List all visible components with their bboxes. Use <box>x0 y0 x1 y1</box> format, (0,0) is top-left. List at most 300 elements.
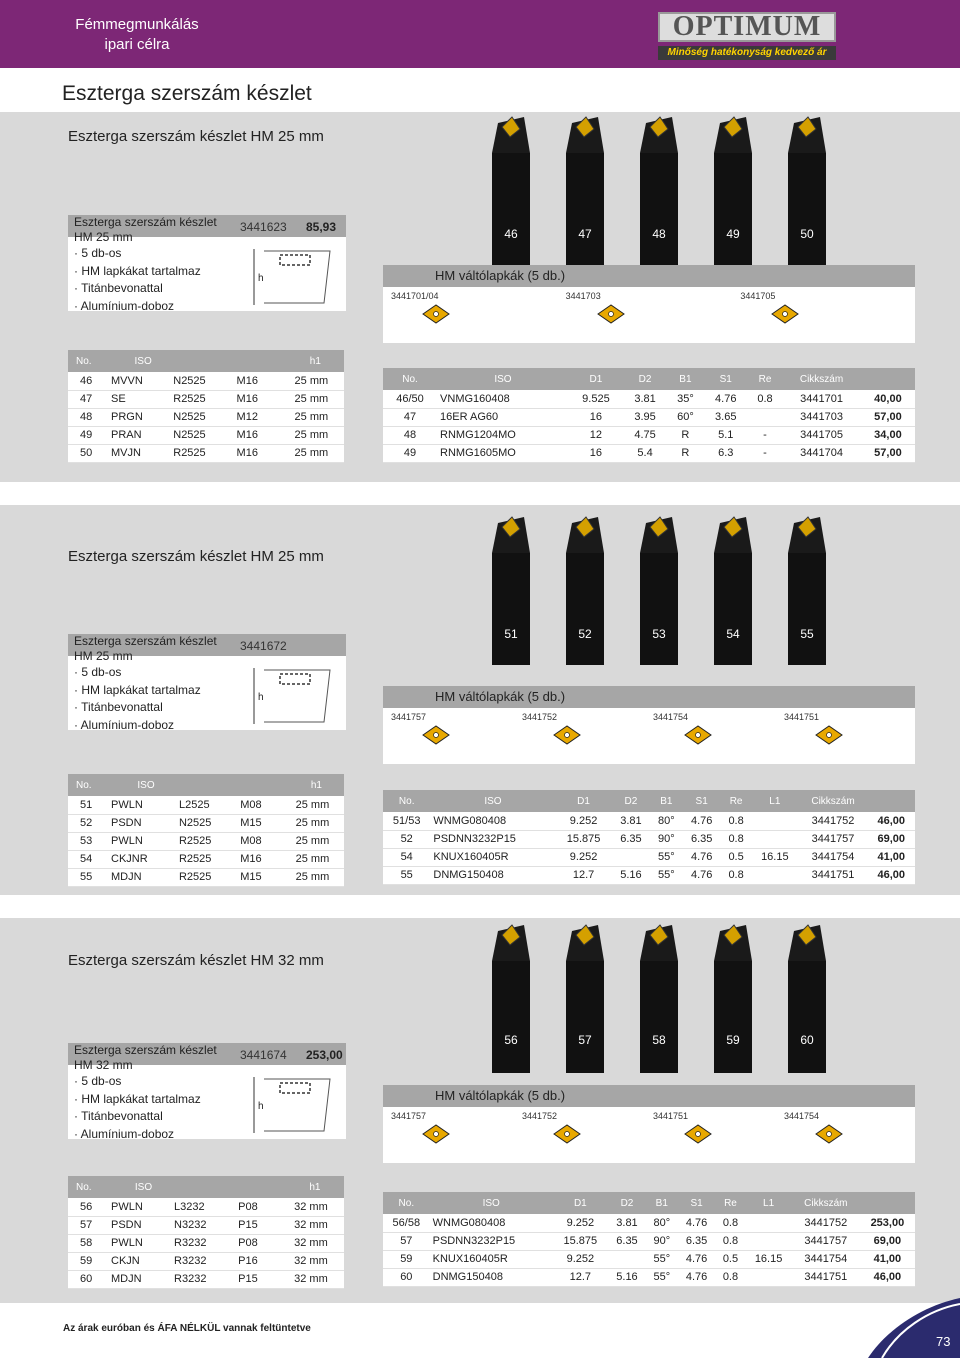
table-cell: 56 <box>68 1198 108 1216</box>
table-cell: 51 <box>68 796 108 814</box>
table-cell <box>745 1268 792 1286</box>
table-cell: N2525 <box>170 372 233 390</box>
table-cell: 47 <box>383 408 437 426</box>
table-cell: P08 <box>235 1198 278 1216</box>
table-row <box>383 830 915 848</box>
table-cell: 60 <box>68 1270 108 1288</box>
table-cell: 3441752 <box>792 1214 860 1232</box>
table-cell: 46/50 <box>383 390 437 408</box>
inserts-panel <box>383 686 915 764</box>
table-cell: N2525 <box>176 814 237 832</box>
table-header: ISO <box>108 1176 171 1198</box>
table-header: No. <box>68 350 108 372</box>
set-code: 3441672 <box>240 639 287 653</box>
table-cell: 80° <box>650 812 682 830</box>
table-header: Re <box>721 790 751 812</box>
table-row <box>383 1214 915 1232</box>
table-header: No. <box>383 1192 430 1214</box>
table-cell: 57,00 <box>861 408 915 426</box>
table-cell <box>751 830 798 848</box>
table-header: No. <box>383 368 437 390</box>
table-cell: PSDN <box>108 1216 171 1234</box>
tool-number: 55 <box>800 627 814 641</box>
table-header: B1 <box>646 1192 677 1214</box>
tool-holder <box>710 923 756 1073</box>
optimum-logo <box>658 12 836 62</box>
set-features <box>74 1073 201 1143</box>
tool-holder <box>562 115 608 265</box>
table-cell: 9.252 <box>553 1214 608 1232</box>
tool-number: 59 <box>726 1033 740 1047</box>
table-cell: 4.76 <box>678 1214 716 1232</box>
table-cell: MDJN <box>108 868 176 886</box>
table-cell: P15 <box>235 1216 278 1234</box>
table-row <box>68 868 344 886</box>
tool-holders <box>460 923 820 1073</box>
table-cell: 25 mm <box>281 850 344 868</box>
insert-drawing <box>596 303 626 330</box>
table-cell: 25 mm <box>281 814 344 832</box>
table-cell: R2525 <box>176 832 237 850</box>
table-row <box>68 814 344 832</box>
insert-code: 3441701/04 <box>391 291 439 301</box>
table-cell: 9.525 <box>569 390 623 408</box>
table-header: No. <box>68 1176 108 1198</box>
set-name: Eszterga szerszám készlet HM 32 mm <box>74 1043 217 1072</box>
table-cell: 3441752 <box>799 812 868 830</box>
table-cell: 4.76 <box>704 390 748 408</box>
table-cell: 25 mm <box>281 868 344 886</box>
set-feature: · HM lapkákat tartalmaz <box>74 263 201 281</box>
inserts-table <box>383 790 915 885</box>
insert-code: 3441705 <box>740 291 776 301</box>
table-cell: 3441754 <box>799 848 868 866</box>
tool-number: 46 <box>504 227 518 241</box>
table-row <box>383 390 915 408</box>
table-cell: PSDNN3232P15 <box>430 1232 553 1250</box>
table-cell: 41,00 <box>860 1250 915 1268</box>
table-header: B1 <box>650 790 682 812</box>
table-cell: 0.5 <box>716 1250 746 1268</box>
table-cell <box>745 1232 792 1250</box>
table-header: S1 <box>678 1192 716 1214</box>
table-cell: 41,00 <box>868 848 915 866</box>
table-cell: 32 mm <box>278 1234 344 1252</box>
table-cell: 25 mm <box>279 372 344 390</box>
table-header: h1 <box>278 1176 344 1198</box>
table-row <box>68 1216 344 1234</box>
table-cell: 46 <box>68 372 108 390</box>
diagram-h-label: h <box>258 692 264 703</box>
table-cell: P16 <box>235 1252 278 1270</box>
inserts-panel <box>383 265 915 343</box>
set-price: 253,00 <box>306 1048 343 1062</box>
page-header <box>0 0 960 68</box>
table-cell: 6.35 <box>682 830 721 848</box>
table-header: D2 <box>623 368 667 390</box>
tool-number: 52 <box>578 627 592 641</box>
table-header: Cikkszám <box>782 368 861 390</box>
table-cell: CKJNR <box>108 850 176 868</box>
set-feature: · Alumínium-doboz <box>74 298 201 316</box>
table-cell: 54 <box>383 848 430 866</box>
table-cell: R2525 <box>170 444 233 462</box>
table-cell: N2525 <box>170 426 233 444</box>
table-cell: SE <box>108 390 170 408</box>
diagram-h-label: h <box>258 273 264 284</box>
table-cell: 57 <box>68 1216 108 1234</box>
set-feature: · 5 db-os <box>74 245 201 263</box>
table-cell: R2525 <box>176 868 237 886</box>
table-cell: MVVN <box>108 372 170 390</box>
table-cell: 55 <box>68 868 108 886</box>
table-header: L1 <box>751 790 798 812</box>
table-cell: 50 <box>68 444 108 462</box>
table-cell: 4.76 <box>682 812 721 830</box>
insert-drawing <box>421 1123 451 1150</box>
set-card <box>68 215 346 311</box>
table-cell: 48 <box>383 426 437 444</box>
table-cell: 5.1 <box>704 426 748 444</box>
set-feature: · Titánbevonattal <box>74 699 201 717</box>
table-header: Re <box>748 368 782 390</box>
table-cell: M16 <box>234 372 279 390</box>
table-cell: 0.8 <box>721 812 751 830</box>
table-cell: 16 <box>569 408 623 426</box>
table-cell: 46,00 <box>860 1268 915 1286</box>
table-cell: DNMG150408 <box>430 1268 553 1286</box>
table-cell: MDJN <box>108 1270 171 1288</box>
tool-holder-table <box>68 350 344 463</box>
insert-code: 3441757 <box>391 1111 427 1121</box>
table-header <box>861 368 915 390</box>
table-header: Cikkszám <box>792 1192 860 1214</box>
insert-code: 3441703 <box>565 291 601 301</box>
table-cell: 40,00 <box>861 390 915 408</box>
insert-code: 3441754 <box>653 712 689 722</box>
table-row <box>383 848 915 866</box>
table-cell: R3232 <box>171 1234 235 1252</box>
tool-holder <box>636 115 682 265</box>
table-cell: 5.16 <box>612 866 651 884</box>
set-code: 3441674 <box>240 1048 287 1062</box>
table-row <box>383 426 915 444</box>
set-card <box>68 1043 346 1139</box>
section-title: Eszterga szerszám készlet HM 25 mm <box>68 548 324 565</box>
category-label: Fémmegmunkálás ipari célra <box>75 16 199 53</box>
set-feature: · HM lapkákat tartalmaz <box>74 682 201 700</box>
table-cell: 60 <box>383 1268 430 1286</box>
table-cell: 0.8 <box>716 1214 746 1232</box>
table-cell: 56/58 <box>383 1214 430 1232</box>
table-cell: 9.252 <box>553 1250 608 1268</box>
table-cell: 53 <box>68 832 108 850</box>
table-header <box>868 790 915 812</box>
tool-number: 53 <box>652 627 666 641</box>
table-header <box>237 774 281 796</box>
table-cell: 46,00 <box>868 866 915 884</box>
table-cell: L2525 <box>176 796 237 814</box>
table-header: D1 <box>556 790 612 812</box>
table-cell: DNMG150408 <box>430 866 555 884</box>
tool-holder <box>488 515 534 665</box>
table-row <box>68 1270 344 1288</box>
table-cell: R <box>667 444 703 462</box>
table-cell: R3232 <box>171 1270 235 1288</box>
table-header: No. <box>68 774 108 796</box>
insert-drawing <box>814 1123 844 1150</box>
table-cell: 3441757 <box>792 1232 860 1250</box>
table-header: ISO <box>430 1192 553 1214</box>
table-row <box>383 1250 915 1268</box>
table-cell: 25 mm <box>281 796 344 814</box>
table-cell: M16 <box>234 426 279 444</box>
table-row <box>68 372 344 390</box>
tool-holders <box>460 515 820 665</box>
tool-holder-table <box>68 774 344 887</box>
tool-holder <box>784 923 830 1073</box>
table-cell: 49 <box>68 426 108 444</box>
table-cell: 0.8 <box>716 1268 746 1286</box>
table-cell: 0.8 <box>748 390 782 408</box>
table-row <box>383 866 915 884</box>
table-header <box>171 1176 235 1198</box>
table-cell: 90° <box>650 830 682 848</box>
table-cell: PRAN <box>108 426 170 444</box>
table-cell: M16 <box>237 850 281 868</box>
table-cell: 32 mm <box>278 1252 344 1270</box>
table-row <box>68 1234 344 1252</box>
tool-number: 57 <box>578 1033 592 1047</box>
table-cell: 25 mm <box>279 390 344 408</box>
table-row <box>68 832 344 850</box>
section-title: Eszterga szerszám készlet HM 25 mm <box>68 128 324 145</box>
table-header: S1 <box>682 790 721 812</box>
page-number: 73 <box>936 1334 951 1349</box>
table-row <box>383 444 915 462</box>
table-cell: 6.3 <box>704 444 748 462</box>
table-cell: 52 <box>383 830 430 848</box>
table-row <box>68 1252 344 1270</box>
table-cell: 15.875 <box>553 1232 608 1250</box>
inserts-title: HM váltólapkák (5 db.) <box>435 689 566 704</box>
table-cell: N2525 <box>170 408 233 426</box>
table-cell: 60° <box>667 408 703 426</box>
table-cell: 57 <box>383 1232 430 1250</box>
tool-holder <box>636 515 682 665</box>
set-name: Eszterga szerszám készlet HM 25 mm <box>74 215 217 244</box>
tool-holders <box>460 115 820 265</box>
table-cell: 34,00 <box>861 426 915 444</box>
table-cell: 9.252 <box>556 812 612 830</box>
table-cell: 80° <box>646 1214 677 1232</box>
table-header: D2 <box>608 1192 646 1214</box>
tool-holder <box>636 923 682 1073</box>
table-cell: KNUX160405R <box>430 1250 553 1268</box>
table-cell: M16 <box>234 390 279 408</box>
table-cell: N3232 <box>171 1216 235 1234</box>
table-cell: WNMG080408 <box>430 812 555 830</box>
tool-holder <box>562 515 608 665</box>
table-cell <box>748 408 782 426</box>
table-cell: 48 <box>68 408 108 426</box>
table-cell: 15.875 <box>556 830 612 848</box>
tool-number: 54 <box>726 627 740 641</box>
tool-holder-table <box>68 1176 344 1289</box>
table-header: Cikkszám <box>799 790 868 812</box>
tool-holder <box>488 923 534 1073</box>
table-cell: M08 <box>237 796 281 814</box>
table-cell: 25 mm <box>279 426 344 444</box>
table-row <box>68 850 344 868</box>
insert-code: 3441752 <box>522 712 558 722</box>
table-header: h1 <box>279 350 344 372</box>
insert-drawing <box>421 303 451 330</box>
table-cell: PWLN <box>108 832 176 850</box>
table-header <box>860 1192 915 1214</box>
table-row <box>68 1198 344 1216</box>
inserts-title: HM váltólapkák (5 db.) <box>435 268 566 283</box>
table-cell: CKJN <box>108 1252 171 1270</box>
table-cell: 12.7 <box>553 1268 608 1286</box>
table-cell: 16 <box>569 444 623 462</box>
table-cell: 4.76 <box>678 1268 716 1286</box>
table-cell: 5.4 <box>623 444 667 462</box>
inserts-title: HM váltólapkák (5 db.) <box>435 1088 566 1103</box>
table-cell: 3441757 <box>799 830 868 848</box>
table-header: ISO <box>108 774 176 796</box>
tool-number: 50 <box>800 227 814 241</box>
set-feature: · Alumínium-doboz <box>74 717 201 735</box>
table-cell: 0.8 <box>721 866 751 884</box>
table-cell: 58 <box>68 1234 108 1252</box>
table-row <box>383 812 915 830</box>
table-cell: 3441754 <box>792 1250 860 1268</box>
table-cell: 6.35 <box>608 1232 646 1250</box>
set-code: 3441623 <box>240 220 287 234</box>
insert-drawing <box>552 724 582 751</box>
table-header <box>176 774 237 796</box>
set-feature: · 5 db-os <box>74 1073 201 1091</box>
table-cell: 90° <box>646 1232 677 1250</box>
table-cell: 253,00 <box>860 1214 915 1232</box>
table-cell: PWLN <box>108 1198 171 1216</box>
table-header <box>235 1176 278 1198</box>
logo-tagline: Minőség hatékonyság kedvező ár <box>658 46 836 60</box>
table-cell: R2525 <box>170 390 233 408</box>
table-cell: 5.16 <box>608 1268 646 1286</box>
table-cell: R3232 <box>171 1252 235 1270</box>
table-cell: 16ER AG60 <box>437 408 569 426</box>
table-cell: 25 mm <box>279 408 344 426</box>
tool-number: 49 <box>726 227 740 241</box>
table-cell: 3.65 <box>704 408 748 426</box>
insert-drawing <box>683 724 713 751</box>
table-cell: P15 <box>235 1270 278 1288</box>
table-cell: 55° <box>650 866 682 884</box>
table-cell: 0.8 <box>716 1232 746 1250</box>
table-header <box>234 350 279 372</box>
tool-number: 47 <box>578 227 592 241</box>
table-cell: 3441751 <box>799 866 868 884</box>
insert-code: 3441751 <box>784 712 820 722</box>
table-cell: 12 <box>569 426 623 444</box>
table-row <box>383 1268 915 1286</box>
table-cell: 32 mm <box>278 1198 344 1216</box>
table-cell: M12 <box>234 408 279 426</box>
table-header: D1 <box>569 368 623 390</box>
table-cell: 69,00 <box>860 1232 915 1250</box>
logo-wordmark: OPTIMUM <box>658 12 836 42</box>
insert-code: 3441754 <box>784 1111 820 1121</box>
table-header: D1 <box>553 1192 608 1214</box>
insert-drawing <box>814 724 844 751</box>
table-cell: 46,00 <box>868 812 915 830</box>
table-cell: - <box>748 426 782 444</box>
table-cell: RNMG1605MO <box>437 444 569 462</box>
table-cell: M15 <box>237 868 281 886</box>
table-row <box>68 408 344 426</box>
set-feature: · Alumínium-doboz <box>74 1126 201 1144</box>
table-cell: 55° <box>650 848 682 866</box>
table-cell <box>745 1214 792 1232</box>
insert-code: 3441751 <box>653 1111 689 1121</box>
table-cell: - <box>748 444 782 462</box>
table-cell: 3441705 <box>782 426 861 444</box>
table-header: ISO <box>108 350 170 372</box>
table-cell: 69,00 <box>868 830 915 848</box>
table-cell: PRGN <box>108 408 170 426</box>
table-cell: P08 <box>235 1234 278 1252</box>
set-name: Eszterga szerszám készlet HM 25 mm <box>74 634 217 663</box>
table-cell: 25 mm <box>281 832 344 850</box>
set-features <box>74 245 201 315</box>
inserts-table <box>383 368 915 463</box>
tool-number: 48 <box>652 227 666 241</box>
inserts-panel <box>383 1085 915 1163</box>
table-cell: M08 <box>237 832 281 850</box>
table-cell: 6.35 <box>612 830 651 848</box>
table-cell: 54 <box>68 850 108 868</box>
set-features <box>74 664 201 734</box>
tool-number: 58 <box>652 1033 666 1047</box>
table-cell <box>608 1250 646 1268</box>
table-cell: 51/53 <box>383 812 430 830</box>
section-title: Eszterga szerszám készlet HM 32 mm <box>68 952 324 969</box>
table-header: h1 <box>281 774 344 796</box>
insert-drawing <box>683 1123 713 1150</box>
tool-holder <box>488 115 534 265</box>
table-cell: RNMG1204MO <box>437 426 569 444</box>
table-cell: 25 mm <box>279 444 344 462</box>
table-cell: 55° <box>646 1268 677 1286</box>
table-cell <box>751 866 798 884</box>
table-cell: 55° <box>646 1250 677 1268</box>
table-cell: 32 mm <box>278 1270 344 1288</box>
insert-drawing <box>421 724 451 751</box>
inserts-table <box>383 1192 915 1287</box>
table-cell: 49 <box>383 444 437 462</box>
table-cell: 35° <box>667 390 703 408</box>
set-feature: · HM lapkákat tartalmaz <box>74 1091 201 1109</box>
table-row <box>383 408 915 426</box>
tool-holder-diagram <box>250 666 342 726</box>
set-feature: · Titánbevonattal <box>74 1108 201 1126</box>
table-cell: 4.76 <box>678 1250 716 1268</box>
table-cell: M16 <box>234 444 279 462</box>
table-cell: 3441704 <box>782 444 861 462</box>
table-cell: MVJN <box>108 444 170 462</box>
